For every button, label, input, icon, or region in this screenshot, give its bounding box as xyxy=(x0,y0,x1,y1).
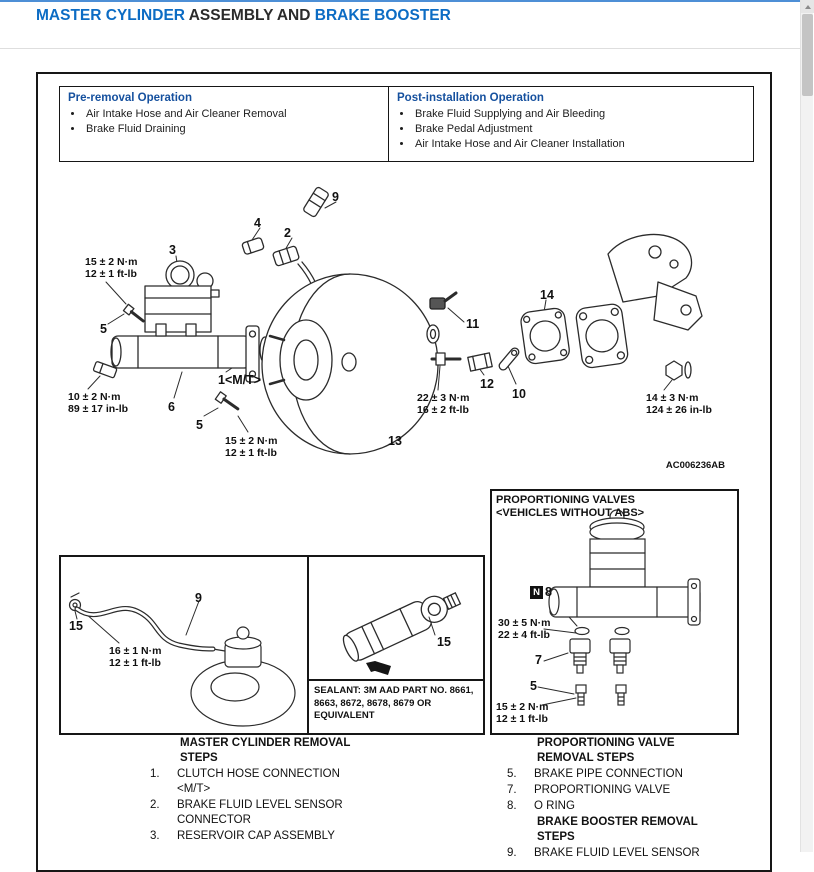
fluid-symbol-badge: N xyxy=(530,586,543,599)
torque-label xyxy=(646,392,712,416)
callout-8: 8 xyxy=(545,585,552,599)
steps-heading: PROPORTIONING VALVE REMOVAL STEPS xyxy=(537,737,675,764)
torque-line: 22 ± 3 N·m xyxy=(417,392,470,404)
pre-removal-header: Pre-removal Operation xyxy=(68,92,192,104)
inset-title-line: <VEHICLES WITHOUT ABS> xyxy=(496,507,645,519)
proportioning-valves-illustration xyxy=(492,491,737,733)
part-gasket xyxy=(520,307,571,365)
torque-line: 15 ± 2 N·m xyxy=(496,701,549,713)
post-installation-header: Post-installation Operation xyxy=(397,92,544,104)
torque-label xyxy=(68,391,128,415)
figure-code: AC006236AB xyxy=(665,460,725,471)
step-text: BRAKE PIPE CONNECTION xyxy=(534,768,683,780)
torque-line: 16 ± 1 N·m xyxy=(109,645,162,657)
callout-13: 13 xyxy=(388,434,402,448)
pre-removal-list xyxy=(84,107,380,137)
torque-line: 30 ± 5 N·m xyxy=(498,617,551,629)
part-brake-booster xyxy=(262,274,438,454)
title-segment: ASSEMBLY AND xyxy=(184,7,315,24)
torque-line: 15 ± 2 N·m xyxy=(85,256,138,268)
steps-heading: MASTER CYLINDER REMOVAL STEPS xyxy=(180,737,351,764)
torque-line: 124 ± 26 in-lb xyxy=(646,404,712,416)
step-text: BRAKE FLUID LEVEL SENSOR xyxy=(534,847,700,859)
part-mounting-nut xyxy=(432,353,460,365)
step-text: RESERVOIR CAP ASSEMBLY xyxy=(177,830,335,842)
torque-line: 14 ± 3 N·m xyxy=(646,392,699,404)
callout-2: 2 xyxy=(284,226,291,240)
scrollbar-thumb[interactable] xyxy=(802,14,813,96)
step-item xyxy=(150,767,360,797)
operation-item: • Air Intake Hose and Air Cleaner Installation xyxy=(413,137,745,152)
step-text: BRAKE FLUID LEVEL SENSOR CONNECTOR xyxy=(177,799,343,826)
operation-item: • Air Intake Hose and Air Cleaner Removal xyxy=(84,107,380,122)
title-segment: MASTER CYLINDER xyxy=(36,7,185,24)
step-text: O RING xyxy=(534,800,575,812)
callout-15: 15 xyxy=(437,635,451,649)
part-vacuum-fitting xyxy=(303,186,330,217)
torque-label xyxy=(498,617,550,641)
callout-10: 10 xyxy=(512,387,526,401)
torque-label xyxy=(85,256,137,280)
part-clevis xyxy=(468,353,492,371)
part-grommet xyxy=(427,325,439,343)
torque-line: 89 ± 17 in-lb xyxy=(68,403,129,415)
step-item xyxy=(150,798,360,828)
operation-item: • Brake Fluid Supplying and Air Bleeding xyxy=(413,107,745,122)
figure-frame xyxy=(36,72,772,872)
part-bolt xyxy=(215,392,240,413)
part-reservoir xyxy=(145,261,219,332)
torque-label xyxy=(109,645,161,669)
step-text: CLUTCH HOSE CONNECTION <M/T> xyxy=(177,768,340,795)
inset-title-line: PROPORTIONING VALVES xyxy=(496,494,635,506)
top-accent-bar xyxy=(0,0,813,2)
part-hex-nut xyxy=(666,361,691,380)
callout-5: 5 xyxy=(100,322,107,336)
post-installation-cell xyxy=(388,87,753,161)
step-text: PROPORTIONING VALVE xyxy=(534,784,671,796)
step-number: 9. xyxy=(507,847,517,859)
exploded-diagram xyxy=(48,174,764,474)
callout-9: 9 xyxy=(195,591,202,605)
step-item xyxy=(507,767,717,782)
n8-callout xyxy=(530,585,552,599)
step-number: 8. xyxy=(507,800,517,812)
part-hose-clip xyxy=(242,237,265,255)
callout-14: 14 xyxy=(540,288,554,302)
part-pedal-bracket xyxy=(575,235,702,369)
part-bolt xyxy=(123,304,145,324)
callout-5: 5 xyxy=(196,418,203,432)
title-segment: BRAKE BOOSTER xyxy=(314,7,451,24)
proportioning-and-booster-steps xyxy=(507,736,717,862)
torque-line: 22 ± 4 ft-lb xyxy=(498,629,550,641)
torque-line: 15 ± 2 N·m xyxy=(225,435,278,447)
step-number: 3. xyxy=(150,830,160,842)
callout-6: 6 xyxy=(168,400,175,414)
step-number: 5. xyxy=(507,768,517,780)
part-check-valve xyxy=(430,293,456,309)
operations-table xyxy=(59,86,754,162)
callout-3: 3 xyxy=(169,243,176,257)
clutch-hose-illustration xyxy=(61,557,307,733)
callout-4: 4 xyxy=(254,216,261,230)
step-item xyxy=(150,829,360,844)
step-number: 1. xyxy=(150,768,160,780)
torque-line: 12 ± 1 ft-lb xyxy=(225,447,277,459)
scrollbar[interactable] xyxy=(800,0,813,852)
post-installation-list xyxy=(413,107,745,152)
sealant-inset xyxy=(309,555,485,735)
master-cylinder-removal-steps xyxy=(150,736,360,845)
torque-line: 12 ± 1 ft-lb xyxy=(109,657,161,669)
callout-7: 7 xyxy=(535,653,542,667)
step-item xyxy=(507,846,717,861)
proportioning-valves-inset xyxy=(490,489,739,735)
sealant-note: SEALANT: 3M AAD PART NO. 8661, 8663, 8672, 8678, 8679 OR EQUIVALENT xyxy=(309,679,483,733)
operation-item: • Brake Fluid Draining xyxy=(84,122,380,137)
step-number: 2. xyxy=(150,799,160,811)
master-cylinder-sealant-illustration xyxy=(309,557,481,681)
step-number: 7. xyxy=(507,784,517,796)
callout-5: 5 xyxy=(530,679,537,693)
steps-heading: BRAKE BOOSTER REMOVAL STEPS xyxy=(537,816,698,843)
title-divider xyxy=(0,48,800,49)
torque-line: 10 ± 2 N·m xyxy=(68,391,121,403)
torque-label xyxy=(496,701,548,725)
inset-title xyxy=(492,491,737,520)
torque-line: 16 ± 2 ft-lb xyxy=(417,404,469,416)
torque-label xyxy=(417,392,469,416)
page-title xyxy=(36,7,451,25)
step-item xyxy=(507,783,717,798)
operation-item: • Brake Pedal Adjustment xyxy=(413,122,745,137)
torque-line: 12 ± 1 ft-lb xyxy=(496,713,548,725)
clutch-hose-inset xyxy=(59,555,309,735)
pre-removal-cell xyxy=(60,87,388,161)
scrollbar-up-button[interactable] xyxy=(801,0,814,13)
callout-12: 12 xyxy=(480,377,494,391)
part-hose-connector xyxy=(272,246,299,267)
callout-11: 11 xyxy=(466,317,480,331)
callout-1-mt: 1<M/T> xyxy=(218,373,262,387)
torque-label xyxy=(225,435,277,459)
torque-line: 12 ± 1 ft-lb xyxy=(85,268,137,280)
callout-9: 9 xyxy=(332,190,339,204)
callout-15: 15 xyxy=(69,619,83,633)
step-item xyxy=(507,799,717,814)
